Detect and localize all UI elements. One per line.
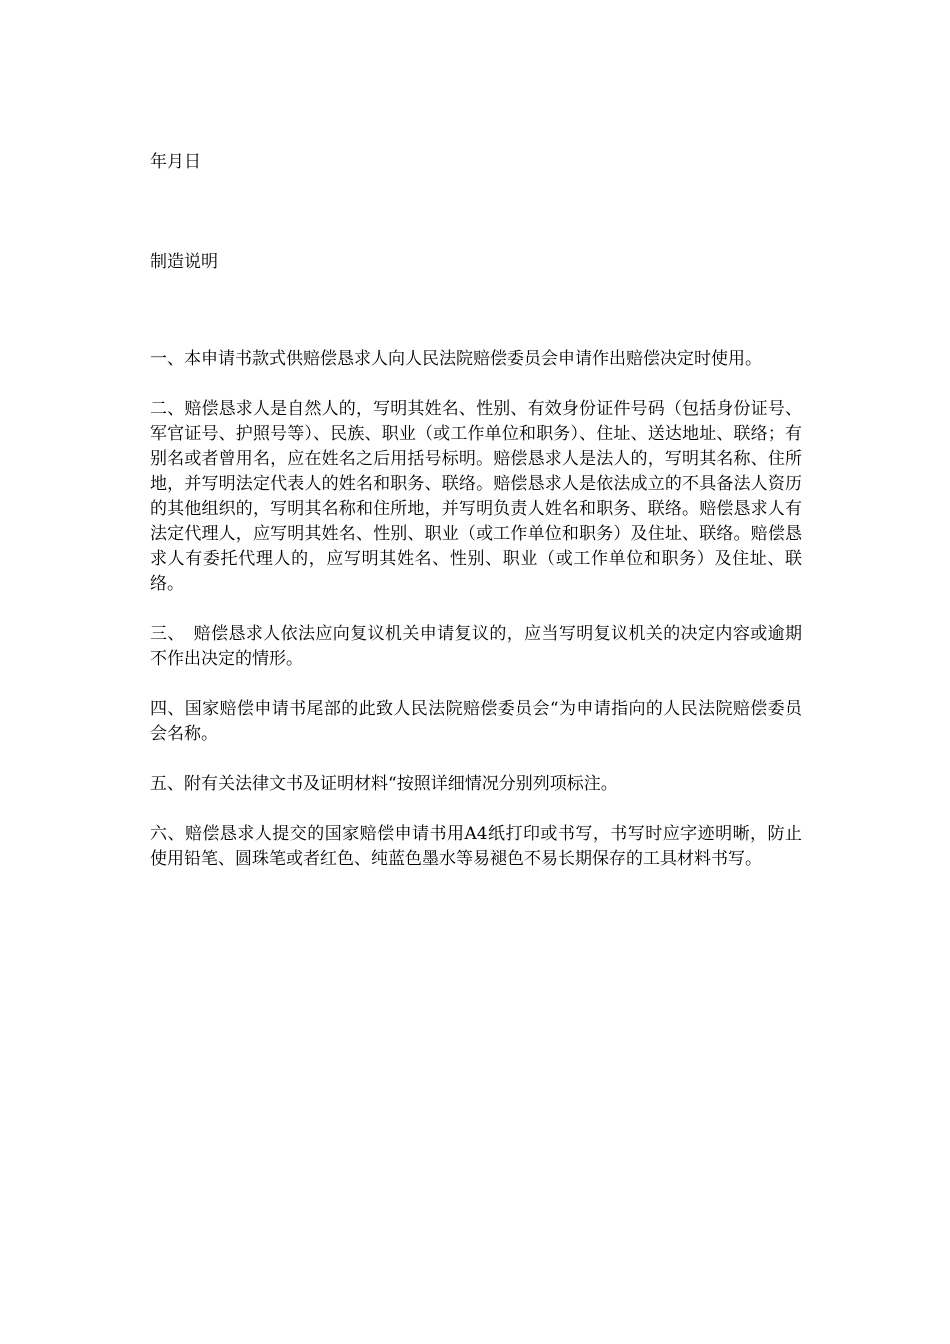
note-paragraph-2: 二、赔偿恳求人是自然人的，写明其姓名、性别、有效身份证件号码（包括身份证号、军官证号、护照号等）、民族、职业（或工作单位和职务）、住址、送达地址、联络；有别名或者曾用名，应在姓名之后用括号标明。赔偿恳求人是法人的，写明其名称、住所地，并写明法定代表人的姓名和职务、联络。赔偿恳求人是依法成立的不具备法人资历的其他组织的，写明其名称和住所地，并写明负责人姓名和职务、联络。赔偿恳求人有法定代理人，应写明其姓名、性别、职业（或工作单位和职务）及住址、联络。赔偿恳求人有委托代理人的，应写明其姓名、性别、职业（或工作单位和职务）及住址、联络。 — [150, 399, 802, 594]
notes-title: 制造说明 — [150, 252, 218, 272]
date-line: 年月日 — [150, 152, 201, 172]
notes-list — [150, 347, 802, 897]
note-paragraph-6: 六、赔偿恳求人提交的国家赔偿申请书用A4纸打印或书写，书写时应字迹明晰，防止使用铅笔、圆珠笔或者红色、纯蓝色墨水等易褪色不易长期保存的工具材料书写。 — [150, 824, 802, 869]
note-paragraph-1: 一、本申请书款式供赔偿恳求人向人民法院赔偿委员会申请作出赔偿决定时使用。 — [150, 349, 762, 369]
note-paragraph-5: 五、附有关法律文书及证明材料“按照详细情况分别列项标注。 — [150, 774, 618, 794]
note-paragraph-3: 三、 赔偿恳求人依法应向复议机关申请复议的，应当写明复议机关的决定内容或逾期不作出决定的情形。 — [150, 624, 802, 669]
note-paragraph-4: 四、国家赔偿申请书尾部的此致人民法院赔偿委员会“为申请指向的人民法院赔偿委员会名称。 — [150, 699, 802, 744]
